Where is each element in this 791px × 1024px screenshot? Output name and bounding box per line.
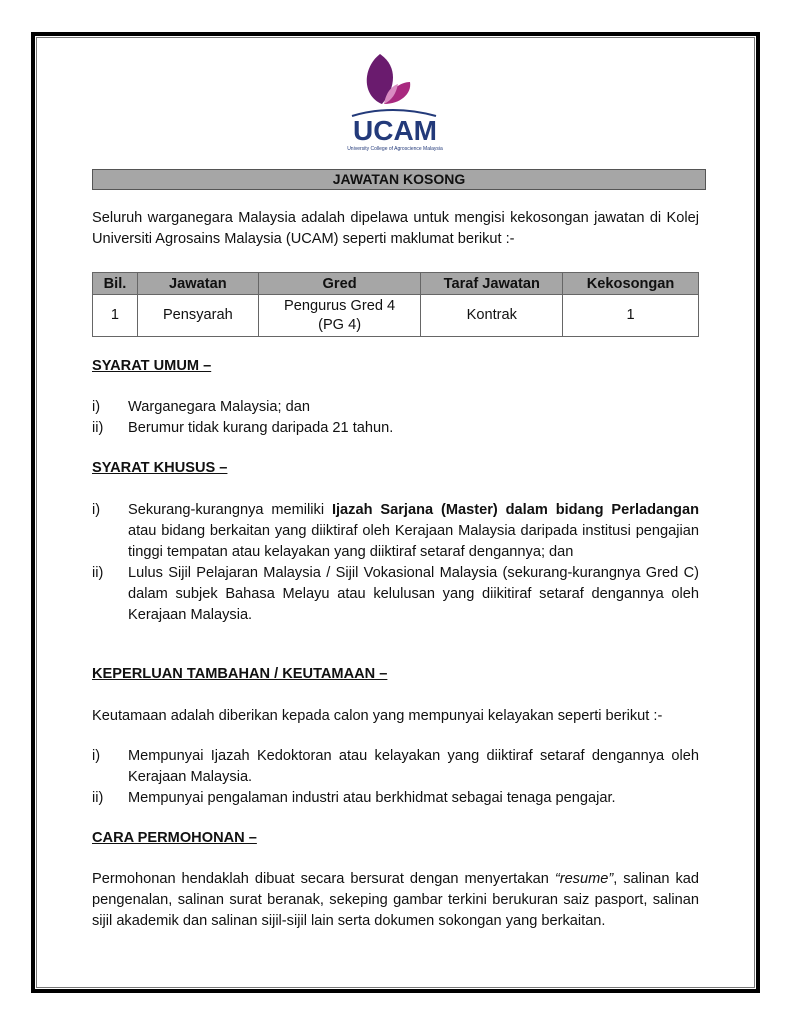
list-item [92, 418, 699, 439]
logo-tagline: University College of Agroscience Malaysia [347, 146, 443, 152]
keperluan-intro: Keutamaan adalah diberikan kepada calon yang mempunyai kelayakan seperti berikut :- [92, 708, 663, 724]
heading-syarat-khusus: SYARAT KHUSUS – [92, 460, 228, 476]
heading-keperluan: KEPERLUAN TAMBAHAN / KEUTAMAAN – [92, 666, 388, 682]
cell-gred-line2: (PG 4) [318, 316, 362, 333]
keperluan-list [92, 746, 699, 809]
list-text-pre: Sekurang-kurangnya memiliki [128, 502, 332, 518]
cell-bil: 1 [93, 295, 138, 337]
list-item [92, 397, 699, 418]
cell-taraf: Kontrak [421, 295, 563, 337]
cell-gred-line1: Pengurus Gred 4 [284, 297, 396, 314]
header-bil: Bil. [93, 273, 138, 295]
cell-kekosongan: 1 [563, 295, 699, 337]
list-text: Warganegara Malaysia; dan [128, 399, 310, 415]
table-header-row [93, 273, 699, 295]
cell-jawatan: Pensyarah [137, 295, 258, 337]
header-gred: Gred [258, 273, 421, 295]
list-number: ii) [92, 420, 104, 436]
syarat-umum-list [92, 397, 699, 439]
list-number: ii) [92, 790, 104, 806]
list-text-bold: Ijazah Sarjana (Master) dalam bidang Perladangan [331, 502, 700, 518]
ucam-logo [340, 48, 450, 154]
cara-paragraph [92, 869, 699, 932]
list-number: i) [92, 399, 101, 415]
vacancy-table [92, 272, 699, 337]
cara-text-pre: Permohonan hendaklah dibuat secara bersurat dengan menyertakan [92, 871, 555, 887]
list-number: ii) [92, 565, 104, 581]
list-number: i) [92, 748, 101, 764]
header-jawatan: Jawatan [137, 273, 258, 295]
header-taraf-jawatan: Taraf Jawatan [421, 273, 563, 295]
list-text: Mempunyai pengalaman industri atau berkhidmat sebagai tenaga pengajar. [128, 790, 616, 806]
cara-text-post: , salinan kad pengenalan, salinan surat beranak, sekeping gambar terkini berukuran saiz pasport, salinan sijil akademik dan salinan sijil-sijil lain serta dokumen sokongan yang berkaitan. [92, 871, 699, 929]
heading-cara-permohonan: CARA PERMOHONAN – [92, 830, 257, 846]
list-item [92, 746, 699, 788]
list-item [92, 563, 699, 626]
cara-text-italic: “resume” [554, 871, 614, 887]
list-text [128, 500, 699, 563]
list-number: i) [92, 502, 101, 518]
list-item [92, 500, 699, 563]
page-title: JAWATAN KOSONG [92, 169, 706, 190]
ucam-logo-graphic [340, 48, 450, 154]
syarat-khusus-list [92, 500, 699, 626]
logo-text: UCAM [353, 115, 437, 146]
list-text: Lulus Sijil Pelajaran Malaysia / Sijil Vokasional Malaysia (sekurang-kurangnya Gred C) dalam subjek Bahasa Melayu atau kelulusan yang diikitiraf setaraf dengannya oleh Kerajaan Malaysia. [128, 565, 699, 623]
list-text-post: atau bidang berkaitan yang diiktiraf oleh Kerajaan Malaysia daripada institusi pengajian tinggi tempatan atau kelayakan yang diiktiraf setaraf dengannya; dan [128, 523, 699, 560]
cell-gred [258, 295, 421, 337]
heading-syarat-umum: SYARAT UMUM – [92, 358, 212, 374]
intro-paragraph: Seluruh warganegara Malaysia adalah dipelawa untuk mengisi kekosongan jawatan di Kolej Universiti Agrosains Malaysia (UCAM) seperti maklumat berikut :- [92, 210, 699, 247]
list-item [92, 788, 699, 809]
list-text: Berumur tidak kurang daripada 21 tahun. [128, 420, 394, 436]
table-row [93, 295, 699, 337]
list-text: Mempunyai Ijazah Kedoktoran atau kelayakan yang diiktiraf setaraf dengannya oleh Kerajaan Malaysia. [128, 748, 699, 785]
header-kekosongan: Kekosongan [563, 273, 699, 295]
